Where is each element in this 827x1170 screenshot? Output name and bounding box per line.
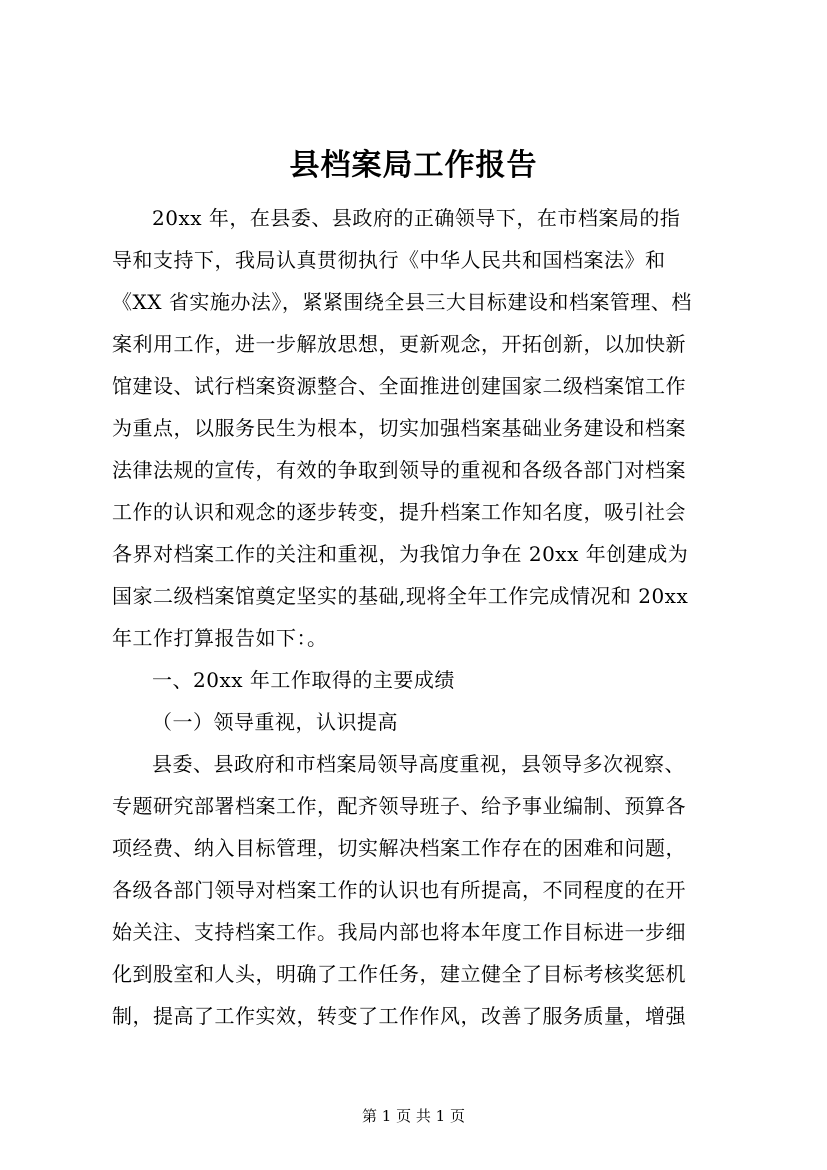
paragraph-line: 项经费、纳入目标管理，切实解决档案工作存在的困难和问题，	[112, 836, 686, 860]
paragraph-line: 化到股室和人头，明确了工作任务，建立健全了目标考核奖惩机	[112, 962, 686, 986]
subsection-heading: （一）领导重视，认识提高	[152, 710, 398, 734]
paragraph-line: 各级各部门领导对档案工作的认识也有所提高，不同程度的在开	[112, 878, 686, 902]
paragraph-line: 始关注、支持档案工作。我局内部也将本年度工作目标进一步细	[112, 920, 686, 944]
paragraph-line: 案利用工作，进一步解放思想，更新观念，开拓创新，以加快新	[112, 332, 686, 356]
paragraph-line: 20xx 年，在县委、县政府的正确领导下，在市档案局的指	[152, 206, 681, 230]
section-heading: 一、20xx 年工作取得的主要成绩	[152, 668, 455, 692]
paragraph-line: 年工作打算报告如下：。	[112, 626, 328, 650]
paragraph-line: 工作的认识和观念的逐步转变，提升档案工作知名度，吸引社会	[112, 500, 686, 524]
paragraph-line: 馆建设、试行档案资源整合、全面推进创建国家二级档案馆工作	[112, 374, 686, 398]
page-footer: 第 1 页 共 1 页	[362, 1107, 465, 1125]
paragraph-line: 导和支持下，我局认真贯彻执行《中华人民共和国档案法》和	[112, 248, 666, 272]
paragraph-line: 专题研究部署档案工作，配齐领导班子、给予事业编制、预算各	[112, 794, 686, 818]
paragraph-line: 法律法规的宣传，有效的争取到领导的重视和各级各部门对档案	[112, 458, 686, 482]
paragraph-line: 各界对档案工作的关注和重视，为我馆力争在 20xx 年创建成为	[112, 542, 689, 566]
paragraph-line: 国家二级档案馆奠定坚实的基础,现将全年工作完成情况和 20xx	[112, 584, 689, 608]
document-body	[112, 197, 716, 1037]
paragraph-line: 制，提高了工作实效，转变了工作作风，改善了服务质量，增强	[112, 1004, 686, 1028]
paragraph-line: 《XX 省实施办法》，紧紧围绕全县三大目标建设和档案管理、档	[112, 290, 692, 314]
paragraph-line: 为重点，以服务民生为根本，切实加强档案基础业务建设和档案	[112, 416, 686, 440]
paragraph-line: 县委、县政府和市档案局领导高度重视，县领导多次视察、	[152, 752, 685, 776]
document-title: 县档案局工作报告	[289, 148, 538, 183]
